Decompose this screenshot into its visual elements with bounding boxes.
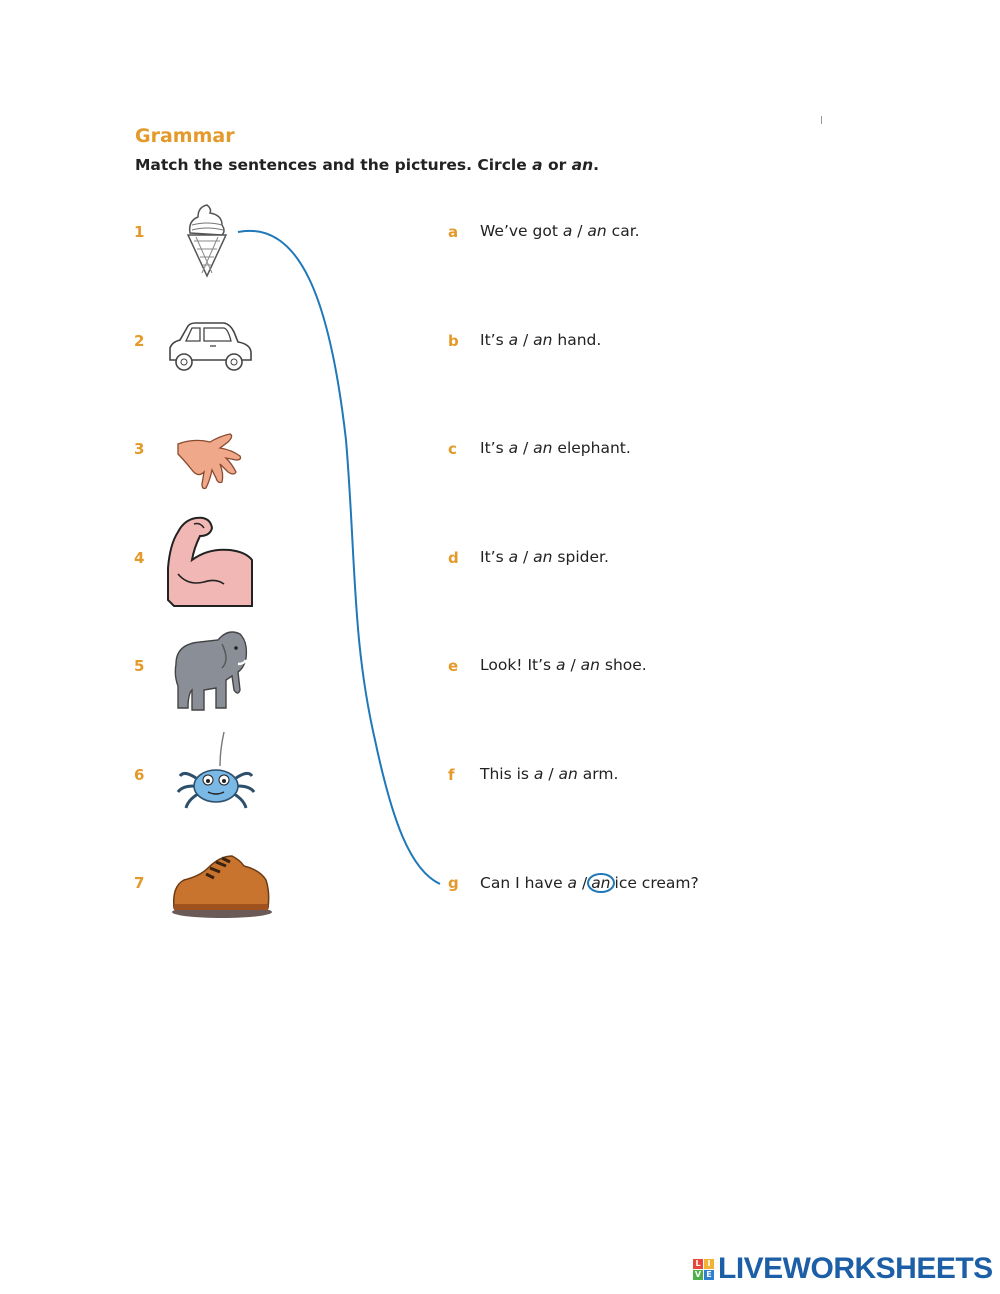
- sentence-letter-a: a: [448, 223, 459, 241]
- sentence-letter-g: g: [448, 874, 459, 892]
- item-number-7: 7: [134, 874, 145, 892]
- sentence-g[interactable]: Can I have a / an ice cream?: [480, 874, 699, 892]
- circled-answer[interactable]: an: [587, 873, 614, 893]
- sentence-e[interactable]: Look! It’s a / an shoe.: [480, 656, 647, 674]
- sentence-c[interactable]: It’s a / an elephant.: [480, 439, 631, 457]
- item-number-1: 1: [134, 223, 145, 241]
- item-number-2: 2: [134, 332, 145, 350]
- logo-text: LIVEWORKSHEETS: [718, 1252, 993, 1285]
- sentence-letter-e: e: [448, 657, 459, 675]
- item-number-4: 4: [134, 549, 145, 567]
- sentence-a[interactable]: We’ve got a / an car.: [480, 222, 640, 240]
- section-title: Grammar: [135, 125, 235, 147]
- logo-mark-icon: L I V E: [693, 1259, 714, 1280]
- item-number-6: 6: [134, 766, 145, 784]
- item-number-3: 3: [134, 440, 145, 458]
- sentence-letter-b: b: [448, 332, 459, 350]
- sentence-letter-f: f: [448, 766, 455, 784]
- sentence-letter-d: d: [448, 549, 459, 567]
- instructions: Match the sentences and the pictures. Circle a or an.: [135, 156, 600, 174]
- sentence-d[interactable]: It’s a / an spider.: [480, 548, 609, 566]
- sentence-letter-c: c: [448, 440, 457, 458]
- sentence-b[interactable]: It’s a / an hand.: [480, 331, 602, 349]
- sentence-f[interactable]: This is a / an arm.: [480, 765, 619, 783]
- liveworksheets-logo: [693, 1252, 993, 1286]
- item-number-5: 5: [134, 657, 145, 675]
